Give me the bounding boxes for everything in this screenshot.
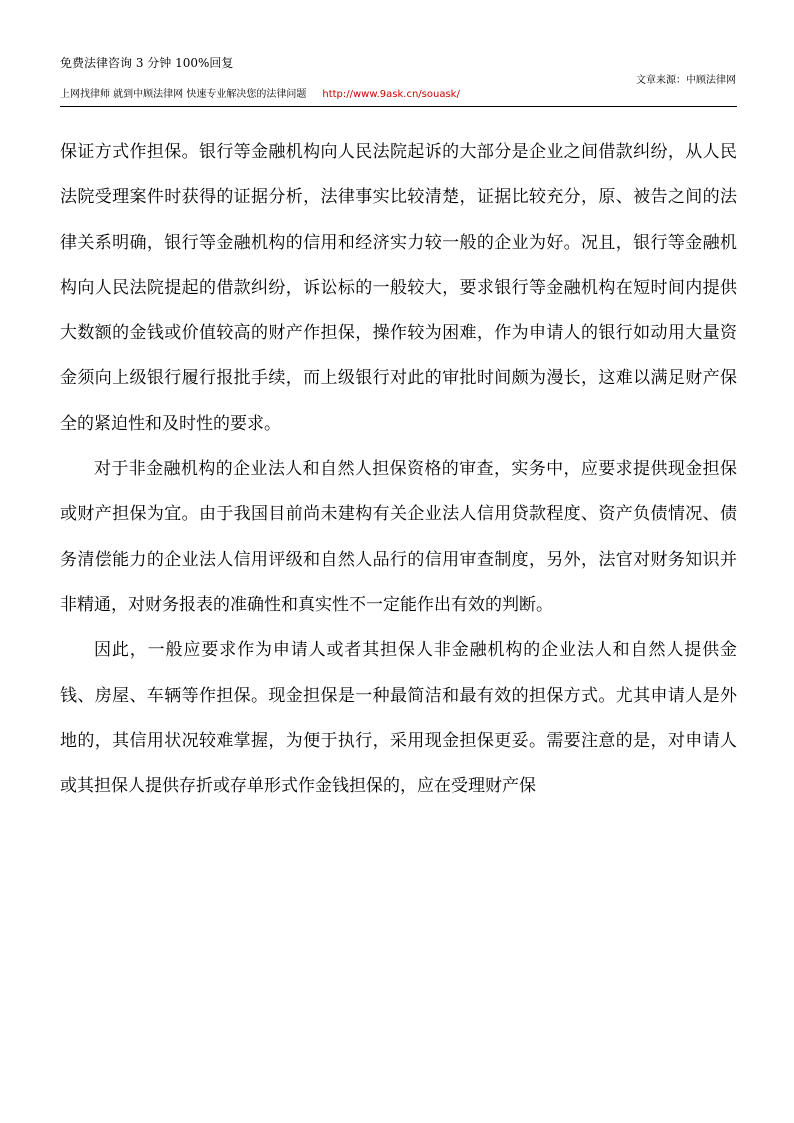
header-divider: [60, 106, 737, 107]
header-tagline-row: [60, 88, 460, 102]
header-tagline: 上网找律师 就到中顾法律网 快速专业解决您的法律问题: [60, 89, 307, 100]
paragraph-3: 因此，一般应要求作为申请人或者其担保人非金融机构的企业法人和自然人提供金钱、房屋、车辆等作担保。现金担保是一种最简洁和最有效的担保方式。尤其申请人是外地的，其信用状况较难掌握，为便于执行，采用现金担保更妥。需要注意的是，对申请人或其担保人提供存折或存单形式作金钱担保的，应在受理财产保: [60, 640, 737, 797]
document-body: [60, 130, 737, 809]
header-promo: 免费法律咨询 3 分钟 100%回复: [60, 56, 234, 70]
header-link[interactable]: http://www.9ask.cn/souask/: [322, 89, 460, 100]
paragraph-1: 保证方式作担保。银行等金融机构向人民法院起诉的大部分是企业之间借款纠纷，从人民法院受理案件时获得的证据分析，法律事实比较清楚，证据比较充分，原、被告之间的法律关系明确，银行等金融机构的信用和经济实力较一般的企业为好。况且，银行等金融机构向人民法院提起的借款纠纷，诉讼标的一般较大，要求银行等金融机构在短时间内提供大数额的金钱或价值较高的财产作担保，操作较为困难，作为申请人的银行如动用大量资金须向上级银行履行报批手续，而上级银行对此的审批时间颇为漫长，这难以满足财产保全的紧迫性和及时性的要求。: [60, 142, 737, 434]
page-header: [60, 56, 736, 106]
header-source: 文章来源：中顾法律网: [636, 75, 736, 86]
paragraph-2: 对于非金融机构的企业法人和自然人担保资格的审查，实务中，应要求提供现金担保或财产担保为宜。由于我国目前尚未建构有关企业法人信用贷款程度、资产负债情况、债务清偿能力的企业法人信用评级和自然人品行的信用审查制度，另外，法官对财务知识并非精通，对财务报表的准确性和真实性不一定能作出有效的判断。: [60, 459, 737, 615]
